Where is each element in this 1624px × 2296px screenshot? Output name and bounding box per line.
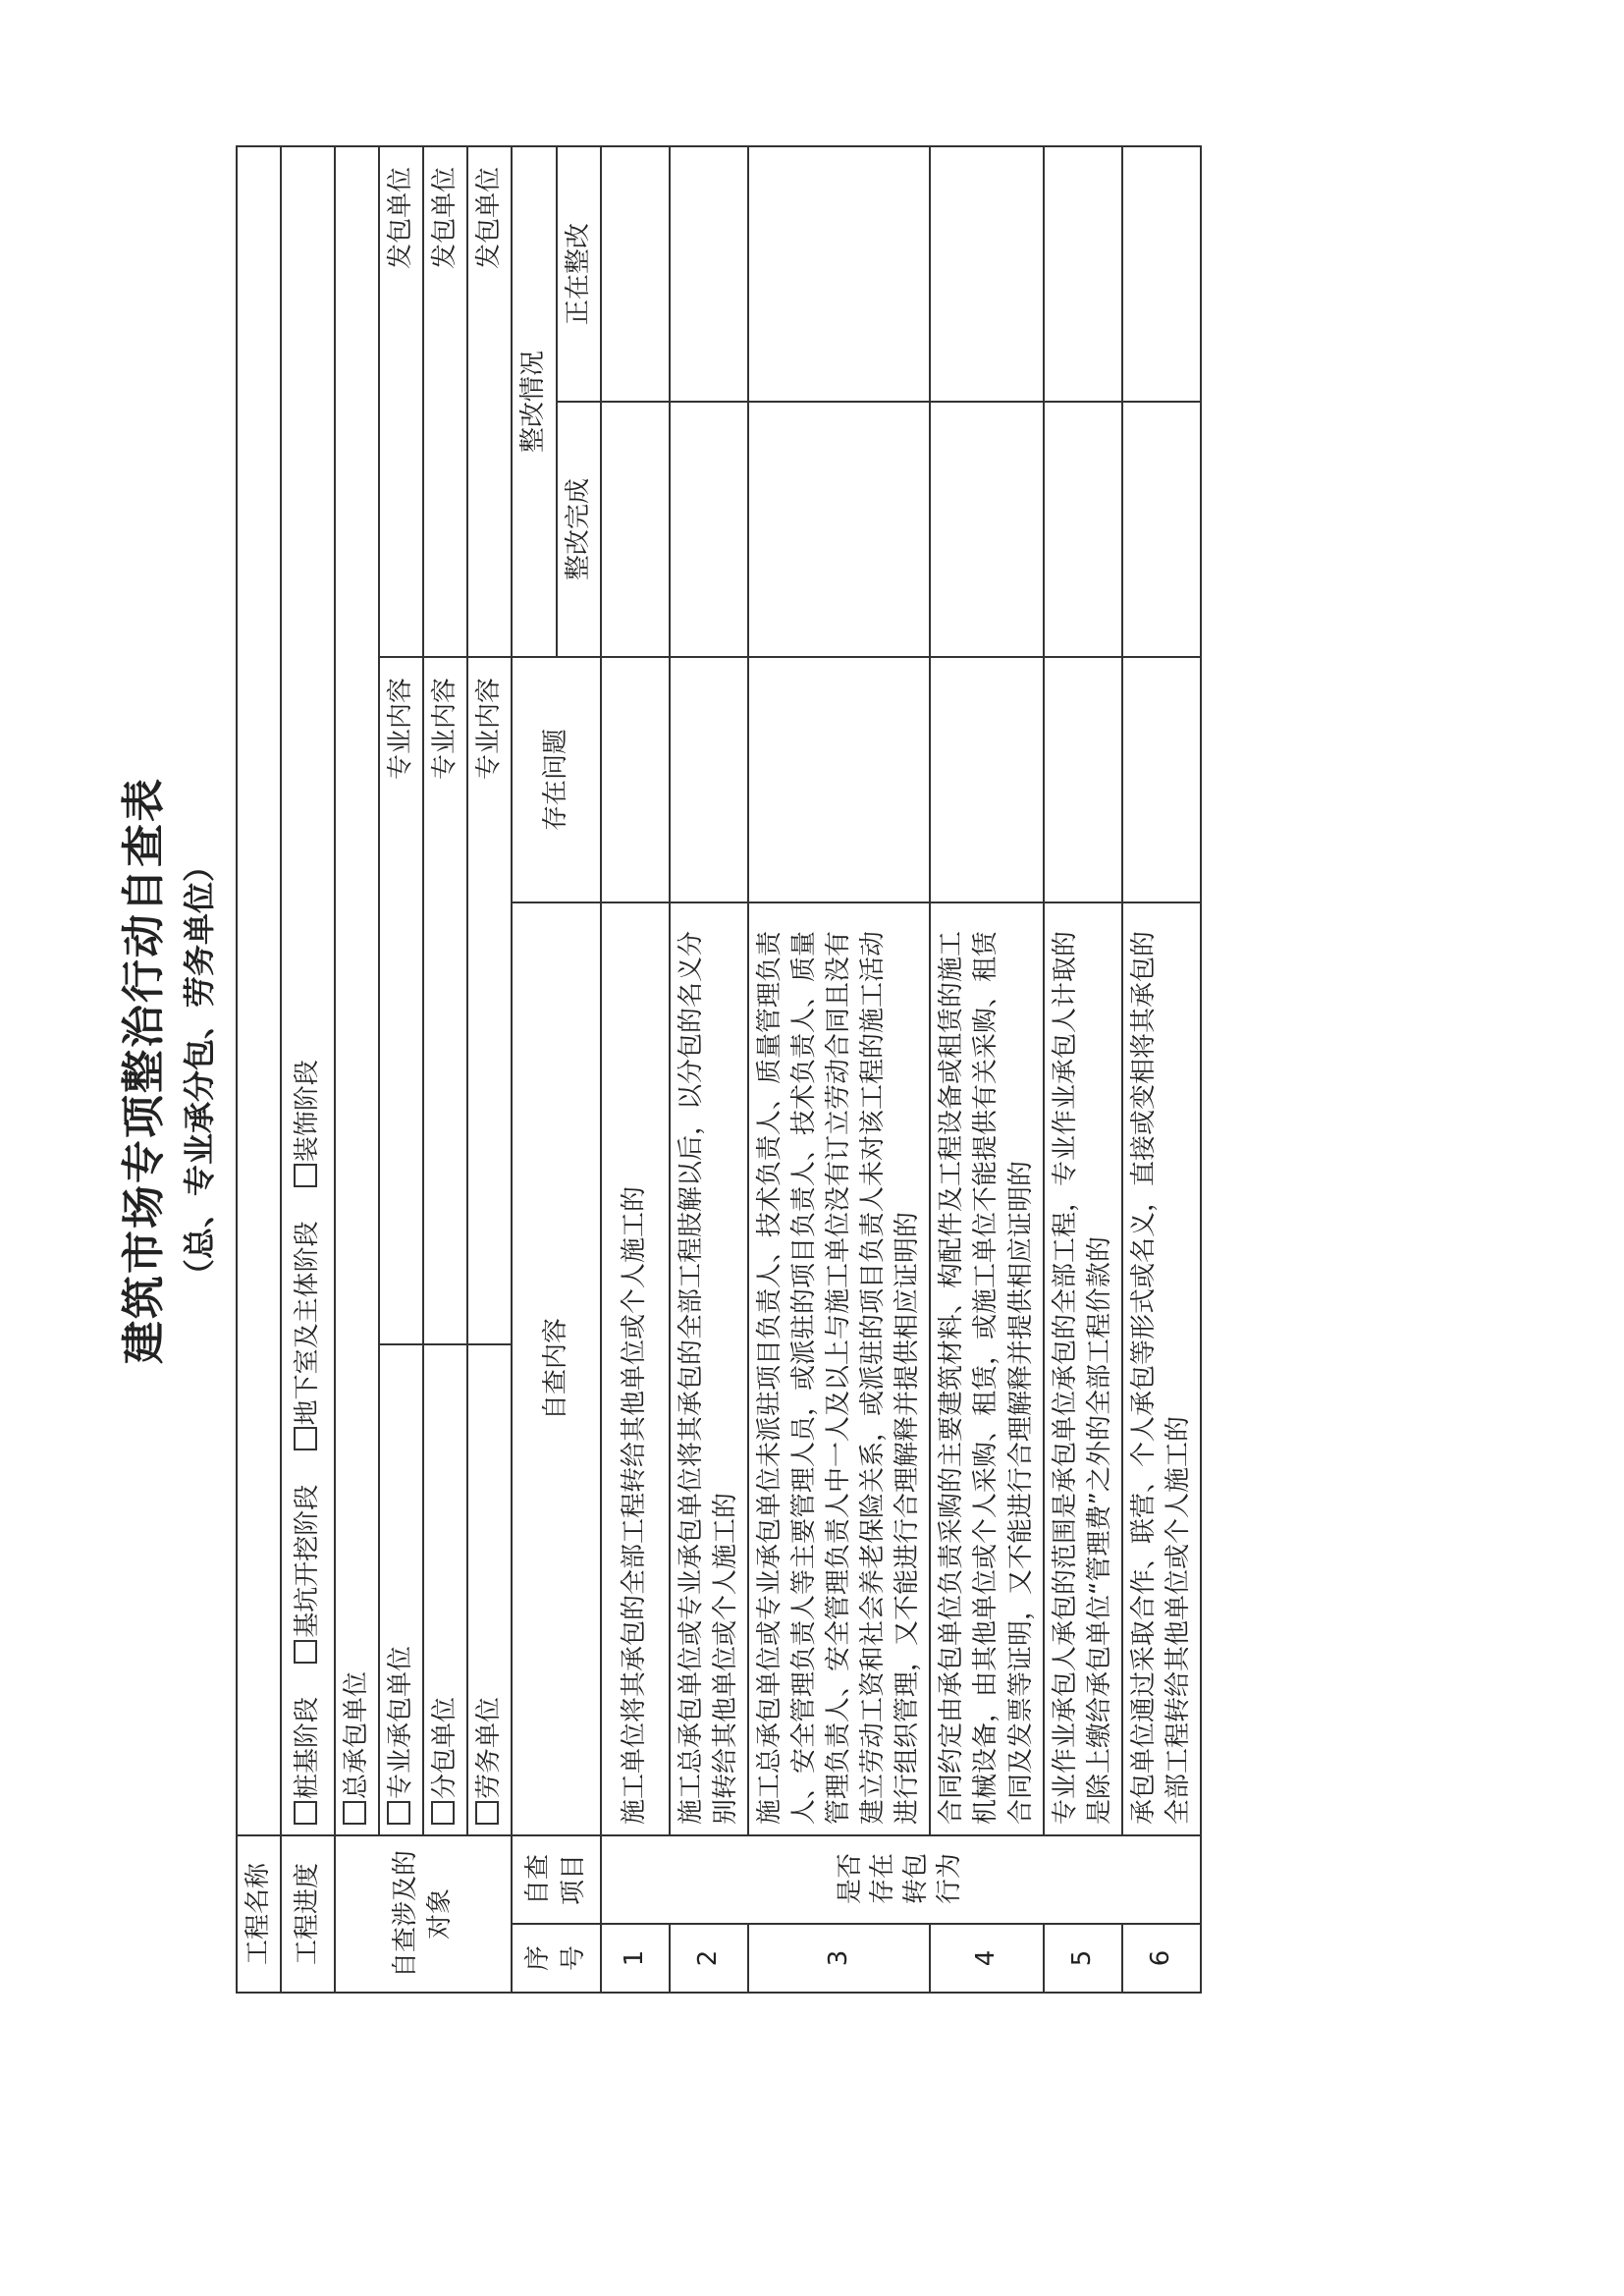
checkbox-icon [294,1427,317,1450]
object-label: 分包单位 [430,1696,460,1799]
checkbox-icon [387,1801,410,1825]
row-done-cell[interactable] [1044,402,1122,657]
progress-option[interactable]: 装饰阶段 [293,1060,322,1187]
progress-option[interactable]: 基坑开挖阶段 [293,1485,322,1664]
checkbox-icon [294,1801,317,1825]
object-row-labor[interactable] [467,1344,512,1835]
row-content: 承包单位通过采取合作、联营、个人承包等形式或名义，直接或变相将其承包的全部工程转给其他单位或个人施工的 [1122,902,1201,1835]
row-problem-cell[interactable] [748,657,930,902]
item-category: 是否存在转包行为 [601,1835,1201,1924]
row-done-cell[interactable] [1122,402,1201,657]
row-seq: 6 [1122,1924,1201,1993]
checkbox-icon [294,1164,317,1187]
row-done-cell[interactable] [930,402,1043,657]
row-ongoing-cell[interactable] [670,146,748,402]
row-done-cell[interactable] [601,402,670,657]
subcontract-content-field[interactable] [423,657,467,1344]
row-seq: 1 [601,1924,670,1993]
row-ongoing-cell[interactable] [601,146,670,402]
row-ongoing-cell[interactable] [748,146,930,402]
row-done-cell[interactable] [748,402,930,657]
row-problem-cell[interactable] [670,657,748,902]
row-problem-cell[interactable] [930,657,1043,902]
checkbox-icon [475,1801,499,1825]
row-problem-cell[interactable] [601,657,670,902]
row-seq: 4 [930,1924,1043,1993]
objects-label: 自查涉及的对象 [335,1835,512,1993]
row-content: 施工总承包单位或专业承包单位未派驻项目负责人、技术负责人、质量管理负责人、安全管理负责人等主要管理人员，或派驻的项目负责人、技术负责人、质量管理负责人、安全管理负责人中一人及以上与施工单位没有订立劳动合同且没有建立劳动工资和社会养老保险关系，或派驻的项目负责人未对该工程的施工活动进行组织管理，又不能进行合理解释并提供相应证明的 [748,902,930,1835]
rectification-header: 整改情况 [512,146,556,657]
row-done-cell[interactable] [670,402,748,657]
row-seq: 2 [670,1924,748,1993]
self-check-table [236,145,1202,1994]
row-ongoing-cell[interactable] [1044,146,1122,402]
rect-ongoing-header: 正在整改 [557,146,601,402]
problems-header: 存在问题 [512,657,600,902]
issuer-hint: 发包单位 [386,166,416,269]
row-content: 合同约定由承包单位负责采购的主要建筑材料、构配件及工程设备或租赁的施工机械设备，由其他单位或个人采购、租赁，或施工单位不能提供有关采购、租赁合同及发票等证明，又不能进行合理解释并提供相应证明的 [930,902,1043,1835]
special-content-field[interactable] [379,657,423,1344]
progress-option[interactable]: 地下室及主体阶段 [293,1221,322,1450]
object-row-subcontract[interactable] [423,1344,467,1835]
issuer-hint: 发包单位 [430,166,460,269]
special-issuer-field[interactable] [379,146,423,657]
subcontract-issuer-field[interactable] [423,146,467,657]
object-label: 劳务单位 [474,1696,505,1799]
checkbox-icon [431,1801,455,1825]
seq-header: 序号 [512,1924,600,1993]
progress-label: 工程进度 [281,1835,335,1993]
row-problem-cell[interactable] [1044,657,1122,902]
row-seq: 5 [1044,1924,1122,1993]
check-item-header: 自查项目 [512,1835,600,1924]
labor-issuer-field[interactable] [467,146,512,657]
progress-options [281,146,335,1835]
object-label: 专业承包单位 [386,1645,416,1799]
form-subtitle: （总、专业承分包、劳务单位） [181,850,218,1291]
content-hint: 专业内容 [474,677,505,780]
progress-option[interactable]: 桩基阶段 [293,1697,322,1825]
rotated-page [98,147,1492,1994]
issuer-hint: 发包单位 [474,166,505,269]
project-name-label: 工程名称 [237,1835,281,1993]
rect-done-header: 整改完成 [557,402,601,657]
row-seq: 3 [748,1924,930,1993]
checkbox-icon [294,1640,317,1664]
object-row-special[interactable] [379,1344,423,1835]
check-content-header: 自查内容 [512,902,600,1835]
row-ongoing-cell[interactable] [1122,146,1201,402]
content-hint: 专业内容 [386,677,416,780]
labor-content-field[interactable] [467,657,512,1344]
row-content: 施工总承包单位或专业承包单位将其承包的全部工程肢解以后，以分包的名义分别转给其他单位或个人施工的 [670,902,748,1835]
project-name-field[interactable] [237,146,281,1835]
row-content: 施工单位将其承包的全部工程转给其他单位或个人施工的 [601,902,670,1835]
row-ongoing-cell[interactable] [930,146,1043,402]
content-hint: 专业内容 [430,677,460,780]
form-title: 建筑市场专项整治行动自查表 [119,777,169,1364]
checkbox-icon [343,1801,366,1825]
object-row-general[interactable] [335,146,379,1835]
row-content: 专业作业承包人承包的范围是承包单位承包的全部工程，专业作业承包人计取的是除上缴给承包单位“管理费”之外的全部工程价款的 [1044,902,1122,1835]
row-problem-cell[interactable] [1122,657,1201,902]
object-label: 总承包单位 [342,1670,372,1799]
